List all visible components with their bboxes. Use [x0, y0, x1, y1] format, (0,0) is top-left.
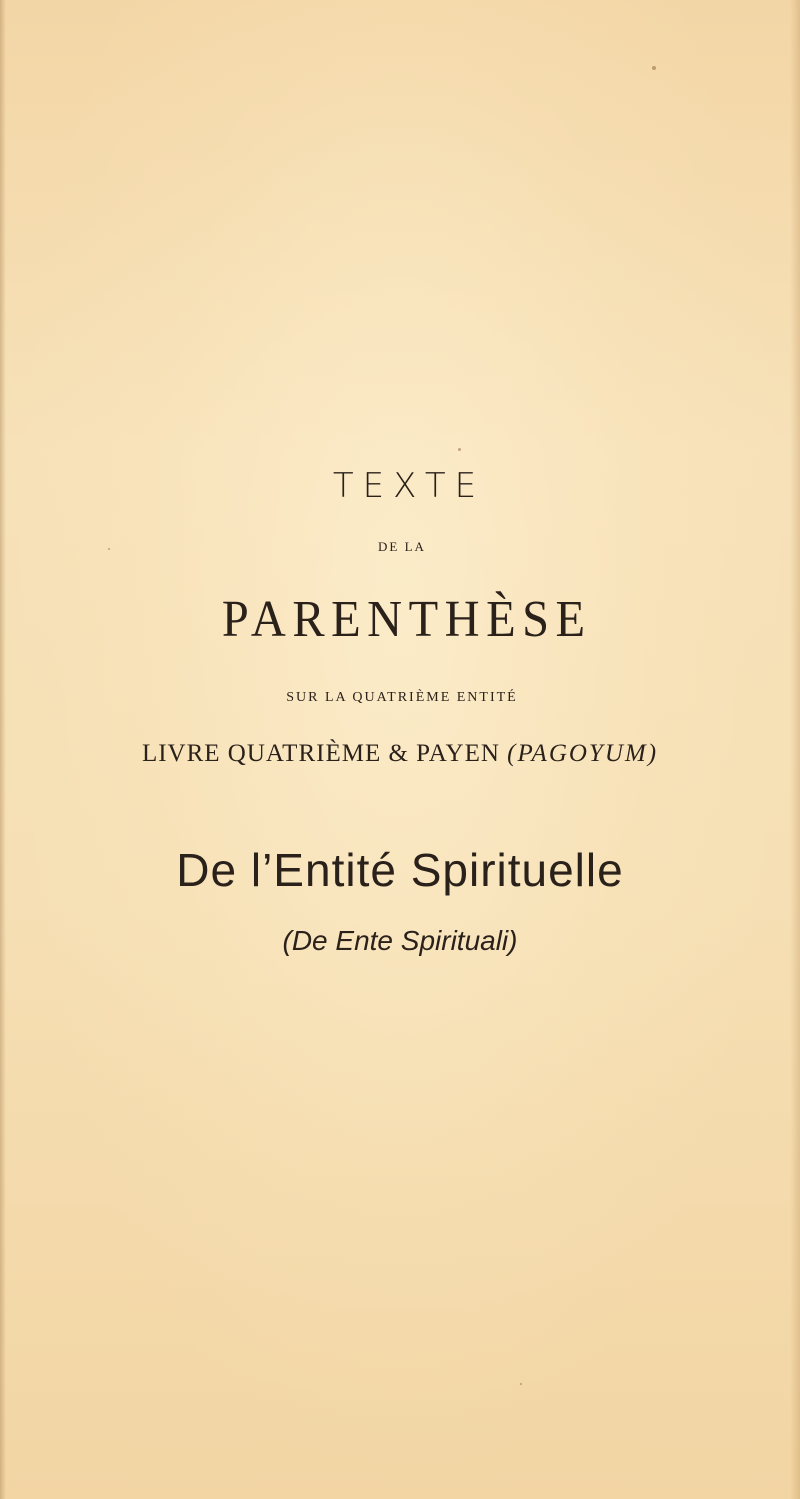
book-designation-parenthetical: (PAGOYUM): [507, 740, 659, 767]
paper-speck: [520, 1383, 522, 1385]
subtitle-quatrieme-entite: SUR LA QUATRIÈME ENTITÉ: [286, 690, 518, 705]
paper-speck: [458, 448, 461, 451]
book-designation: [0, 740, 800, 768]
title-de-la: DE LA: [378, 539, 426, 554]
paper-speck: [652, 66, 656, 70]
title-texte: TEXTE: [332, 466, 486, 506]
book-designation-main: LIVRE QUATRIÈME & PAYEN: [141, 740, 500, 767]
section-title-latin: (De Ente Spirituali): [282, 925, 518, 956]
title-parenthese: PARENTHÈSE: [221, 591, 592, 648]
section-title-french: De l’Entité Spirituelle: [176, 844, 624, 896]
